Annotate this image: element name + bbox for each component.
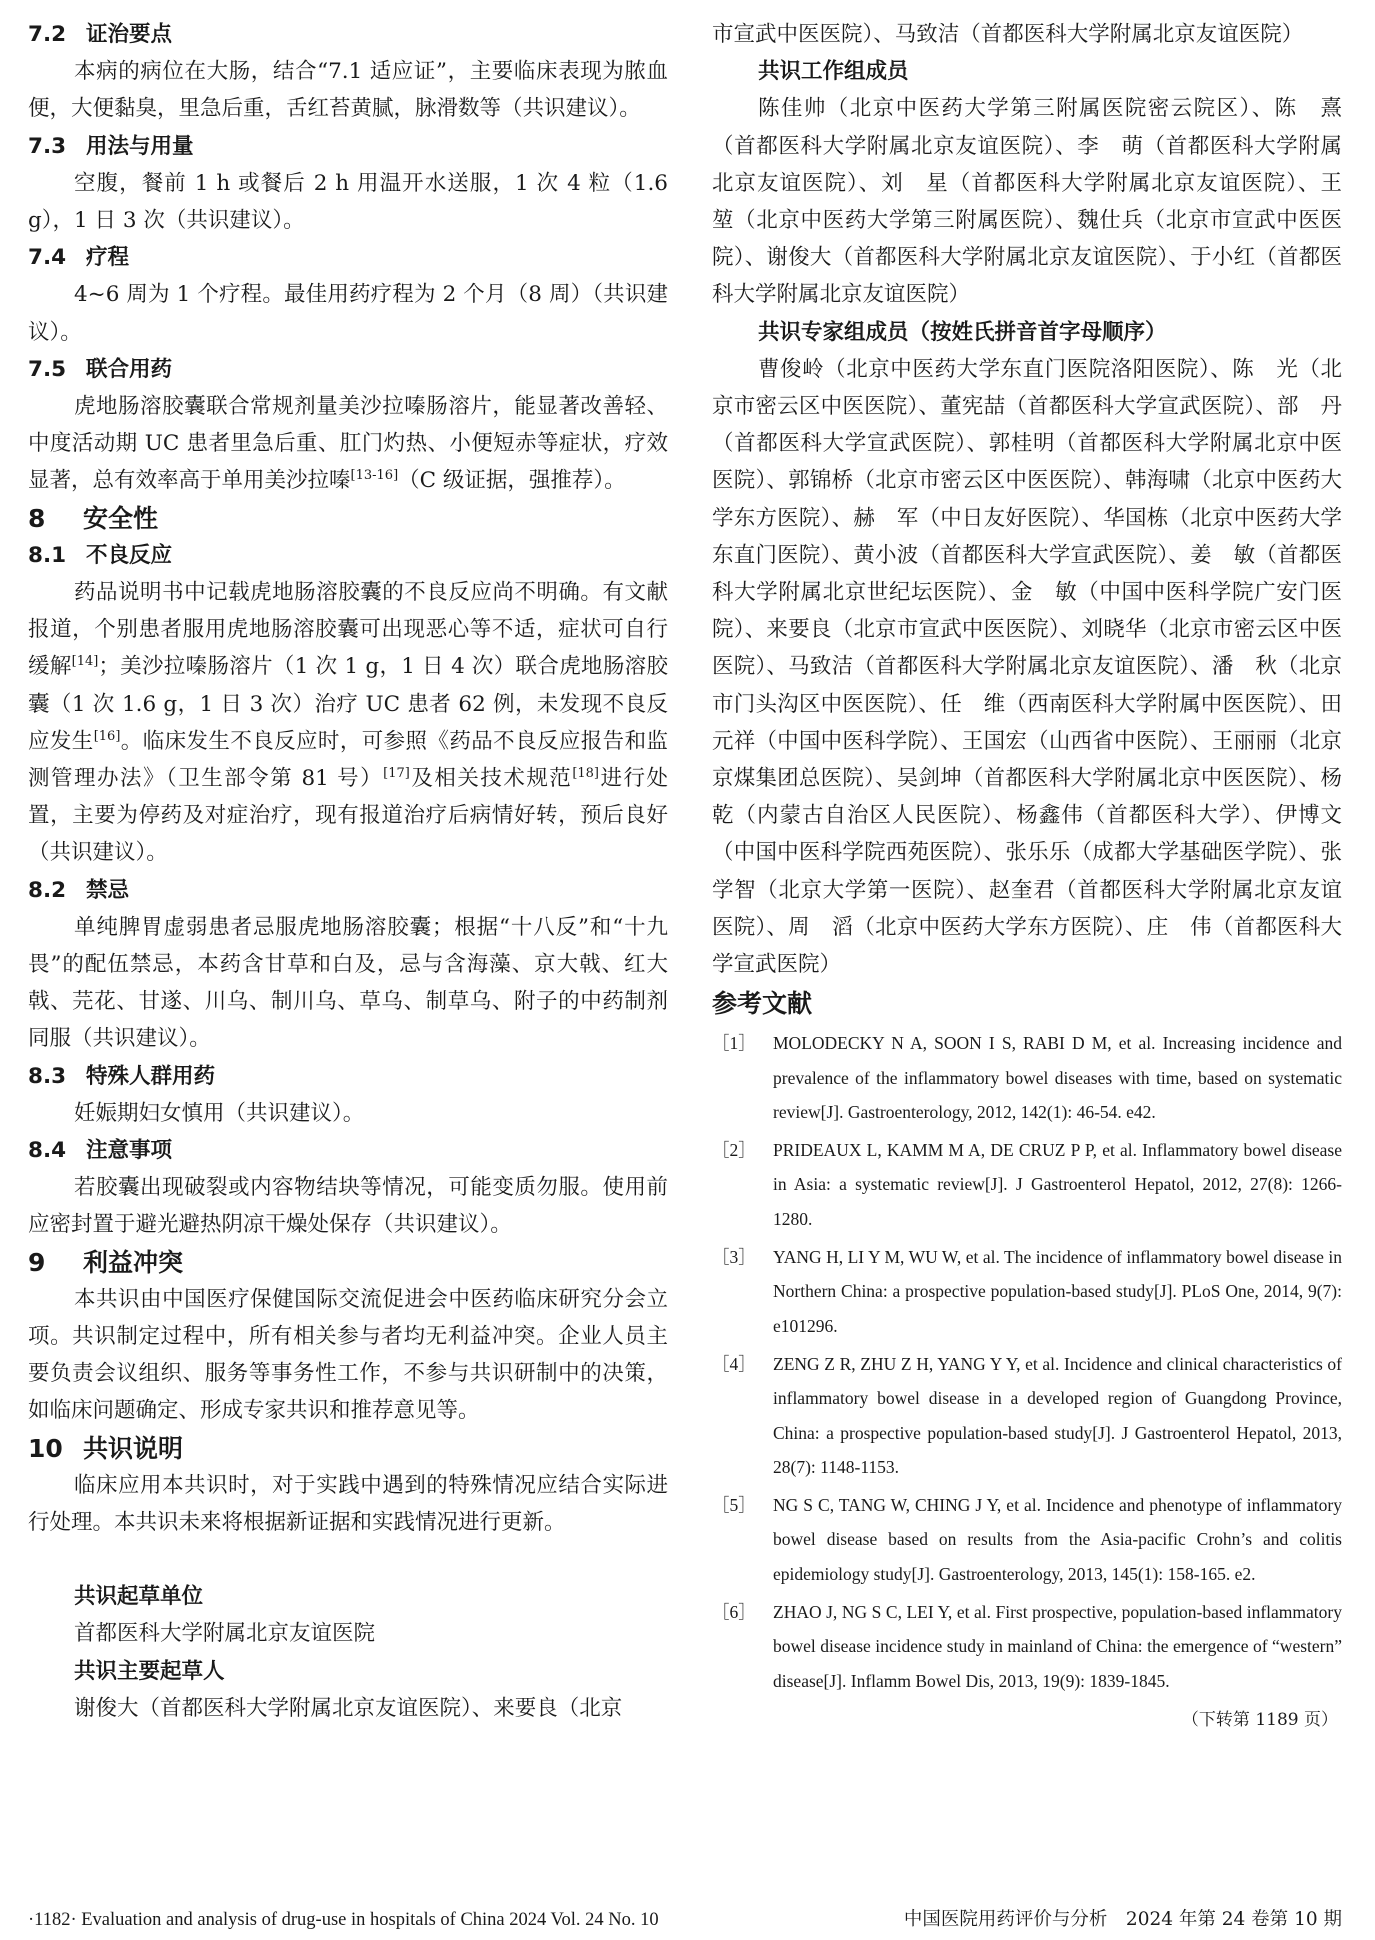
section-heading: 7.2 证治要点 [28, 22, 173, 47]
paragraph: 妊娠期妇女慎用（共识建议）。 [74, 1100, 365, 1126]
section-heading: 8.1 不良反应 [28, 542, 173, 568]
expert-group-heading: 共识专家组成员（按姓氏拼音首字母顺序） [758, 319, 1167, 345]
paragraph: 虎地肠溶胶囊联合常规剂量美沙拉嗪肠溶片，能显著改善轻、中度活动期 UC 患者里急后重、肛门灼热、小便短赤等症状，疗效显著，总有效率高于单用美沙拉嗪[13-16]（C 级证据，强推荐）。 [28, 393, 668, 494]
citation: [13-16] [350, 468, 399, 484]
continued-note: （下转第 1189 页） [1181, 1709, 1338, 1730]
chapter-heading: 9 利益冲突 [28, 1247, 184, 1277]
citation: [14] [71, 654, 99, 670]
section-heading: 7.4 疗程 [28, 245, 130, 271]
main-drafters-heading: 共识主要起草人 [74, 1658, 225, 1684]
section-heading: 8.4 注意事项 [28, 1137, 173, 1163]
footer-journal-english: ·1182· Evaluation and analysis of drug-use in hospitals of China 2024 Vol. 24 No. 10 [28, 1910, 659, 1930]
left-column [28, 16, 668, 1727]
paragraph: 若胶囊出现破裂或内容物结块等情况，可能变质勿服。使用前应密封置于避光避热阴凉干燥处保存（共识建议）。 [28, 1175, 668, 1238]
paragraph: 本共识由中国医疗保健国际交流促进会中医药临床研究分会立项。共识制定过程中，所有相关参与者均无利益冲突。企业人员主要负责会议组织、服务等事务性工作，不参与共识研制中的决策，如临床问题确定、形成专家共识和推荐意见等。 [28, 1286, 668, 1424]
drafting-unit-heading: 共识起草单位 [74, 1584, 204, 1610]
footer-journal-chinese: 中国医院用药评价与分析 2024 年第 24 卷第 10 期 [903, 1909, 1342, 1930]
citation: [16] [93, 728, 121, 744]
citation: [18] [572, 765, 599, 781]
reference-list [712, 1026, 1342, 1698]
expert-group-list: 曹俊岭（北京中医药大学东直门医院洛阳医院）、陈 光（北京市密云区中医医院）、董宪喆（首都医科大学宣武医院）、部 丹（首都医科大学宣武医院）、郭桂明（首都医科大学附属北京中医医院）、郭锦桥（北京市密云区中医医院）、韩海啸（北京中医药大学东方医院）、赫 军（中日友好医院）、华国栋（北京中医药大学东直门医院）、黄小波（首都医科大学宣武医院）、姜 敏（首都医科大学附属北京世纪坛医院）、金 敏（中国中医科学院广安门医院）、来要良（北京市宣武中医医院）、刘晓华（北京市密云区中医医院）、马致洁（首都医科大学附属北京友谊医院）、潘 秋（北京市门头沟区中医医院）、任 维（西南医科大学附属中医医院）、田元祥（中国中医科学院）、王国宏（山西省中医院）、王丽丽（北京京煤集团总医院）、吴剑坤（首都医科大学附属北京中医医院）、杨 乾（内蒙古自治区人民医院）、杨鑫伟（首都医科大学）、伊博文（中国中医科学院西苑医院）、张乐乐（成都大学基础医学院）、张学智（北京大学第一医院）、赵奎君（首都医科大学附属北京友谊医院）、周 滔（北京中医药大学东方医院）、庄 伟（首都医科大学宣武医院） [712, 356, 1364, 978]
paragraph: 空腹，餐前 1 h 或餐后 2 h 用温开水送服，1 次 4 粒（1.6 g），1 日 3 次（共识建议）。 [28, 170, 668, 233]
section-heading: 8.2 禁忌 [28, 877, 130, 903]
drafting-unit: 首都医科大学附属北京友谊医院 [74, 1621, 376, 1647]
paragraph: 临床应用本共识时，对于实践中遇到的特殊情况应结合实际进行处理。本共识未来将根据新证据和实践情况进行更新。 [28, 1472, 668, 1535]
section-heading: 7.3 用法与用量 [28, 133, 194, 159]
section-heading: 7.5 联合用药 [28, 356, 173, 382]
section-heading: 8.3 特殊人群用药 [28, 1063, 216, 1089]
paragraph: 4~6 周为 1 个疗程。最佳用药疗程为 2 个月（8 周）（共识建议）。 [28, 282, 668, 345]
chapter-heading: 10 共识说明 [28, 1433, 184, 1463]
working-group-list: 陈佳帅（北京中医药大学第三附属医院密云院区）、陈 熹（首都医科大学附属北京友谊医院）、李 萌（首都医科大学附属北京友谊医院）、刘 星（首都医科大学附属北京友谊医院）、王 堃（北京中医药大学第三附属医院）、魏仕兵（北京市宣武中医医院）、谢俊大（首都医科大学附属北京友谊医院）、于小红（首都医科大学附属北京友谊医院） [712, 96, 1364, 308]
reference-item: ［5］ NG S C, TANG W, CHING J Y, et al. Incidence and phenotype of inflammatory bowel disease based on results from the Asia-pacific Crohn’s and colitis epidemiology study[J]. Gastroenterology, 2013, 145(1): 158-165. e2. [712, 1495, 1342, 1584]
chapter-heading: 8 安全性 [28, 503, 159, 533]
reference-item: ［2］ PRIDEAUX L, KAMM M A, DE CRUZ P P, et al. Inflammatory bowel disease in Asia: a systematic review[J]. J Gastroenterol Hepatol, 2012, 27(8): 1266-1280. [712, 1140, 1342, 1229]
paragraph: 本病的病位在大肠，结合“7.1 适应证”，主要临床表现为脓血便，大便黏臭，里急后重，舌红苔黄腻，脉滑数等（共识建议）。 [28, 59, 668, 122]
reference-item: ［1］ MOLODECKY N A, SOON I S, RABI D M, et al. Increasing incidence and prevalence of the inflammatory bowel diseases with time, based on systematic review[J]. Gastroenterology, 2012, 142(1): 46-54. e42. [712, 1033, 1342, 1122]
reference-item: ［4］ ZENG Z R, ZHU Z H, YANG Y Y, et al. Incidence and clinical characteristics of inflammatory bowel disease in a developed region of Guangdong Province, China: a prospective population-based study[J]. J Gastroenterol Hepatol, 2013, 28(7): 1148-1153. [712, 1353, 1342, 1477]
paragraph: 单纯脾胃虚弱患者忌服虎地肠溶胶囊；根据“十八反”和“十九畏”的配伍禁忌，本药含甘草和白及，忌与含海藻、京大戟、红大戟、芫花、甘遂、川乌、制川乌、草乌、制草乌、附子的中药制剂同服（共识建议）。 [28, 914, 668, 1052]
paragraph: 药品说明书中记载虎地肠溶胶囊的不良反应尚不明确。有文献报道，个别患者服用虎地肠溶胶囊可出现恶心等不适，症状可自行缓解[14]；美沙拉嗪肠溶片（1 次 1 g，1 日 4 次）联合虎地肠溶胶囊（1 次 1.6 g，1 日 3 次）治疗 UC 患者 62 例，未发现不良反应发生[16]。临床发生不良反应时，可参照《药品不良反应报告和监测管理办法》（卫生部令第 81 号）[17]及相关技术规范[18]进行处置，主要为停药及对症治疗，现有报道治疗后病情好转，预后良好（共识建议）。 [28, 579, 668, 866]
citation: [17] [383, 765, 410, 781]
reference-item: ［3］ YANG H, LI Y M, WU W, et al. The incidence of inflammatory bowel disease in Northern China: a prospective population-based study[J]. PLoS One, 2014, 9(7): e101296. [712, 1247, 1342, 1336]
references-heading: 参考文献 [712, 989, 813, 1019]
main-drafters-continued: 市宣武中医医院）、马致洁（首都医科大学附属北京友谊医院） [712, 22, 1304, 47]
right-column [712, 16, 1364, 1739]
reference-item: ［6］ ZHAO J, NG S C, LEI Y, et al. First prospective, population-based inflammatory bowel disease incidence study in mainland of China: the emergence of “western” disease[J]. Inflamm Bowel Dis, 2013, 19(9): 1839-1845. [712, 1602, 1342, 1691]
working-group-heading: 共识工作组成员 [758, 59, 909, 85]
main-drafters: 谢俊大（首都医科大学附属北京友谊医院）、来要良（北京 [74, 1695, 623, 1721]
